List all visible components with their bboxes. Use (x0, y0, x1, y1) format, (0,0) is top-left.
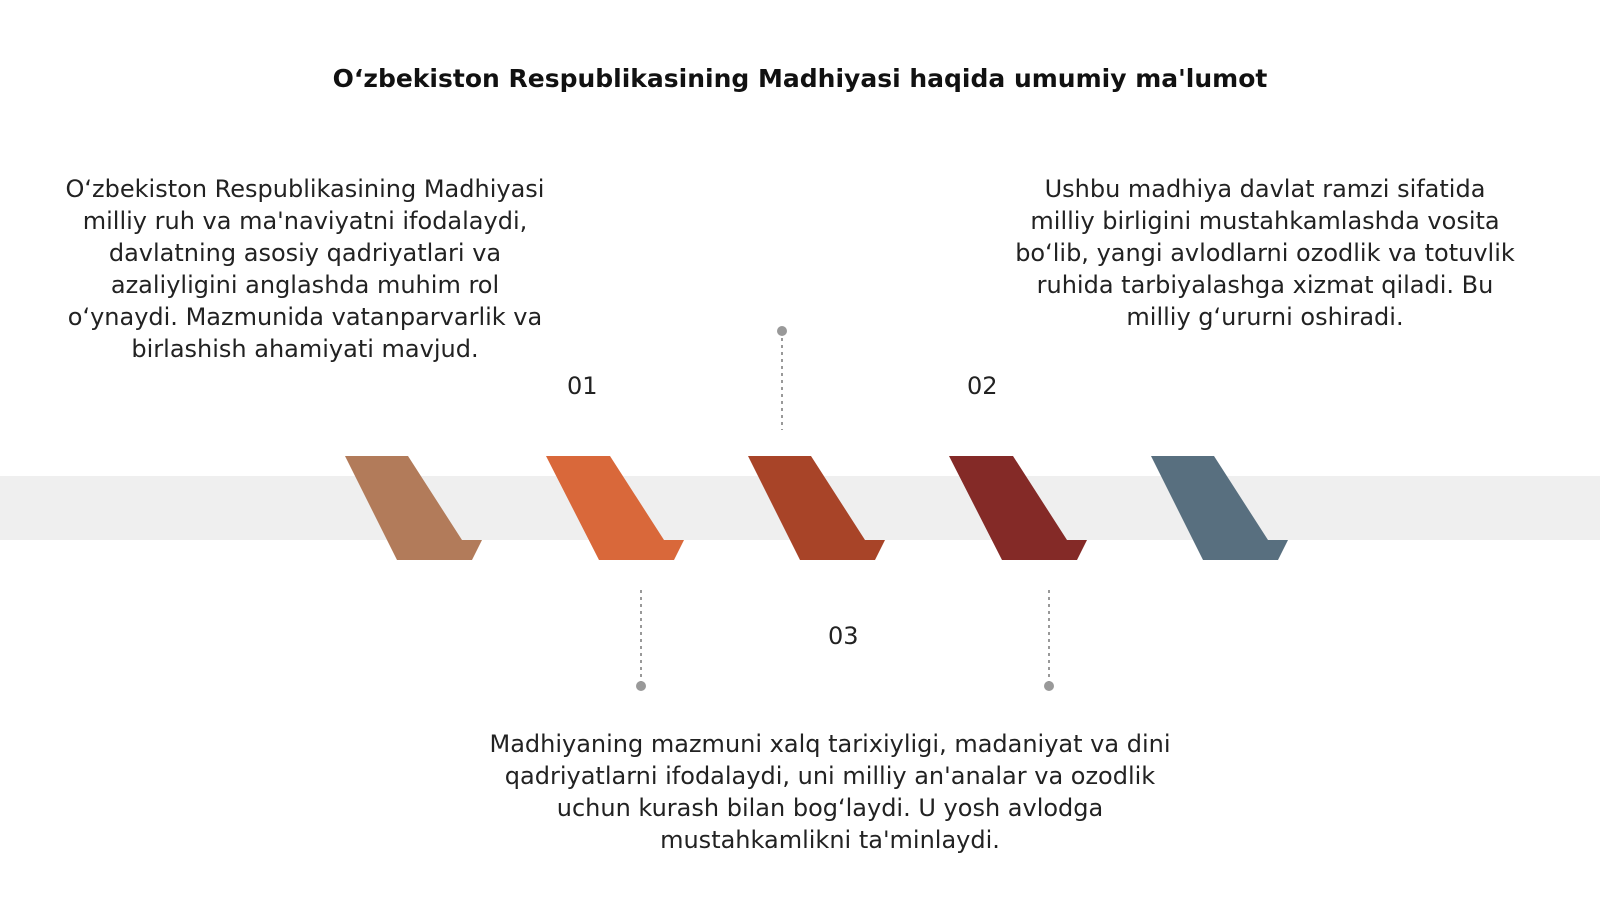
chevron-3 (748, 456, 885, 560)
chevron-5 (1151, 456, 1288, 560)
connector-bottom-left-dot (636, 681, 646, 691)
step-1-number: 01 (567, 372, 598, 400)
step-2-text: Ushbu madhiya davlat ramzi sifatida milliy birligini mustahkamlashda vosita bo‘lib, yangi avlodlarni ozodlik va totuvlik ruhida tarbiyalashga xizmat qiladi. Bu milliy g‘ururni oshiradi. (1015, 175, 1515, 331)
chevron-2 (546, 456, 684, 560)
step-1-text: O‘zbekiston Respublikasining Madhiyasi milliy ruh va ma'naviyatni ifodalaydi, davlatning asosiy qadriyatlari va azaliyligini anglashda muhim rol o‘ynaydi. Mazmunida vatanparvarlik va birlashish ahamiyati mavjud. (65, 175, 545, 363)
slide-title: O‘zbekiston Respublikasining Madhiyasi haqida umumiy ma'lumot (332, 64, 1268, 93)
chevron-1 (345, 456, 482, 560)
step-3-number: 03 (828, 622, 859, 650)
step-3-text: Madhiyaning mazmuni xalq tarixiyligi, madaniyat va dini qadriyatlarni ifodalaydi, uni milliy an'analar va ozodlik uchun kurash bilan bog‘laydi. U yosh avlodga mustahkamlikni ta'minlaydi. (489, 730, 1171, 854)
connector-bottom-right-dot (1044, 681, 1054, 691)
connector-top-dot (777, 326, 787, 336)
step-2-number: 02 (967, 372, 998, 400)
chevron-4 (949, 456, 1087, 560)
